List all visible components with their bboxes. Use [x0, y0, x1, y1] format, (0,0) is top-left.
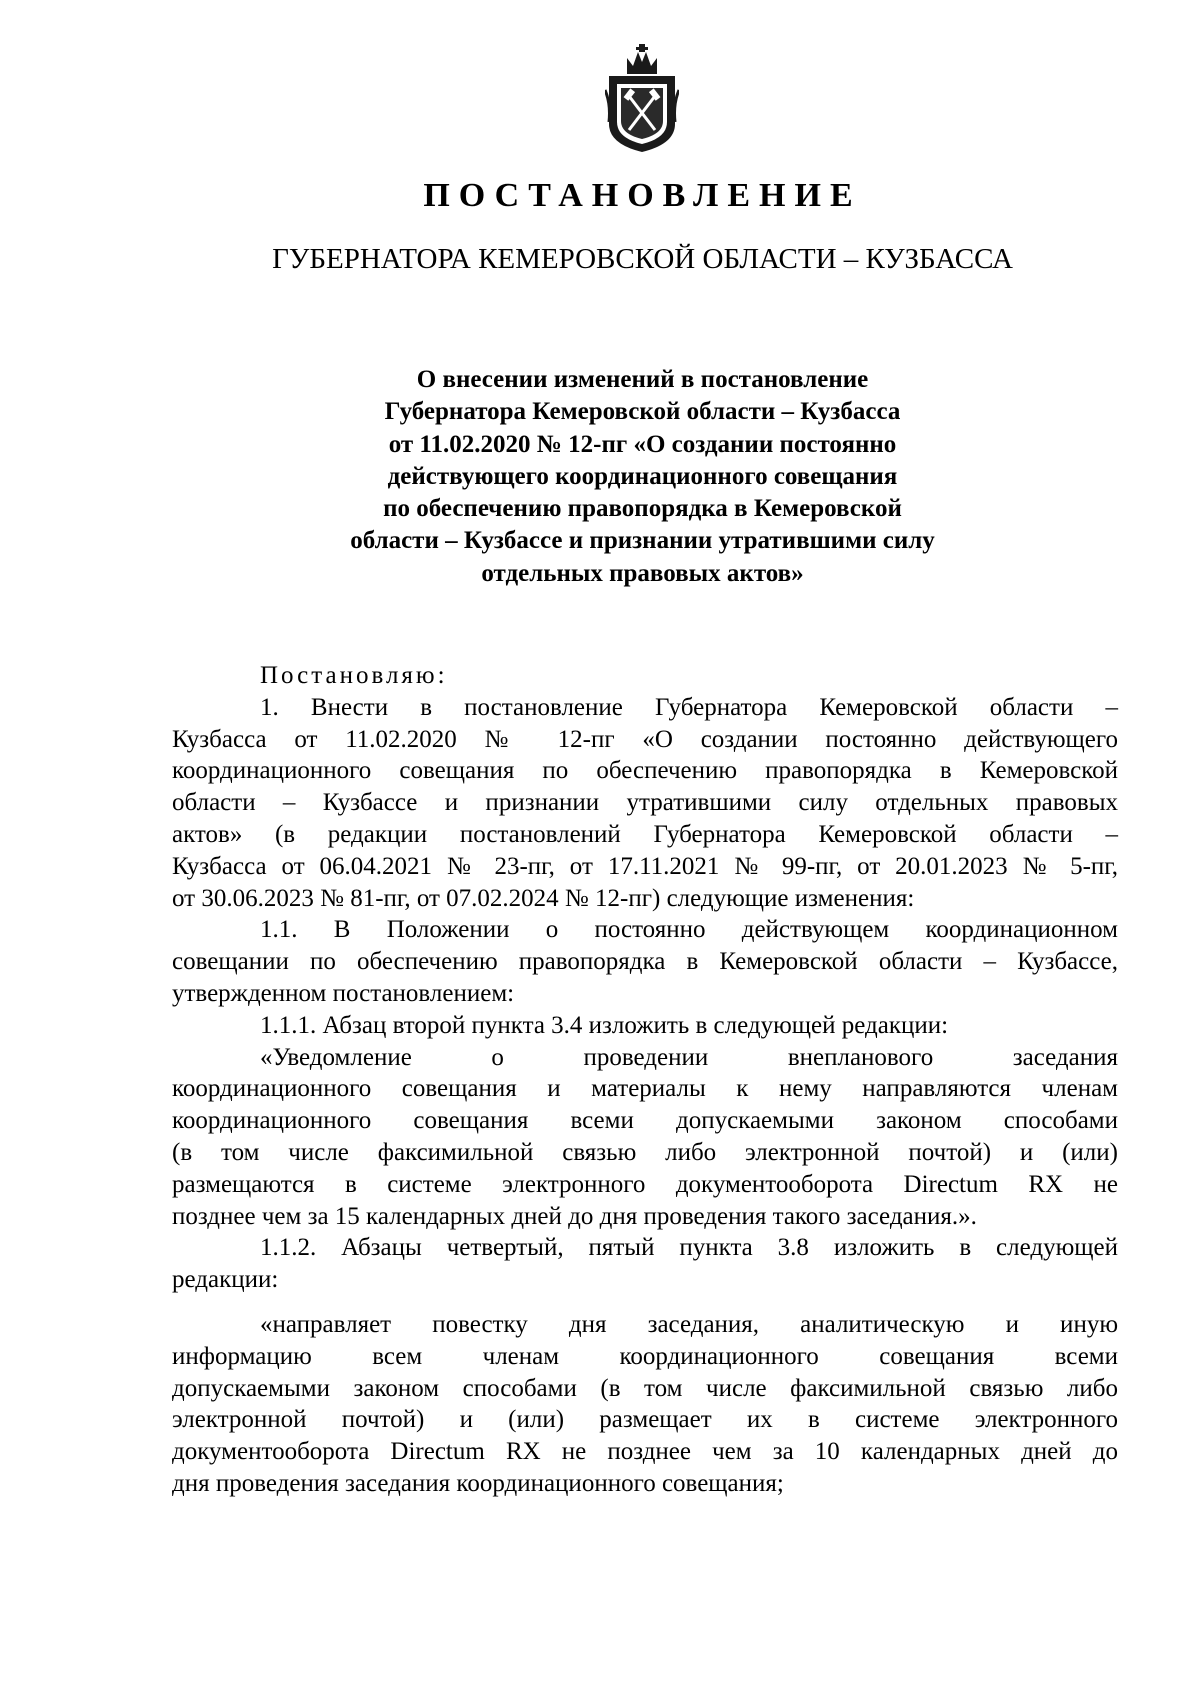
- document-type: ПОСТАНОВЛЕНИЕ: [423, 177, 862, 214]
- document-body: [172, 660, 1118, 1500]
- text-line: Кузбасса от 06.04.2021 № 23-пг, от 17.11.2021 № 99-пг, от 20.01.2023 № 5-пг,: [172, 852, 1118, 880]
- text-line: от 30.06.2023 № 81-пг, от 07.02.2024 № 12-пг) следующие изменения:: [172, 884, 915, 912]
- text-line: (в том числе факсимильной связью либо электронной почтой) и (или): [172, 1138, 1118, 1166]
- text-line: редакции:: [172, 1266, 279, 1294]
- quote-2: [172, 1309, 1118, 1500]
- text-line: дня проведения заседания координационного совещания;: [172, 1469, 784, 1497]
- paragraph-1-1: [172, 914, 1118, 1009]
- text-line: 1.1.2. Абзацы четвертый, пятый пункта 3.8 изложить в следующей: [260, 1234, 1118, 1262]
- text-line: допускаемыми законом способами (в том числе факсимильной связью либо: [172, 1374, 1118, 1402]
- text-line: 1.1.1. Абзац второй пункта 3.4 изложить в следующей редакции:: [260, 1011, 949, 1039]
- paragraph-1-1-2: [172, 1232, 1118, 1296]
- decree-word: Постановляю:: [260, 662, 448, 689]
- text-line: размещаются в системе электронного документооборота Directum RX не: [172, 1170, 1118, 1198]
- text-line: Кузбасса от 11.02.2020 № 12-пг «О создании постоянно действующего: [172, 725, 1118, 753]
- title-line: от 11.02.2020 № 12-пг «О создании постоянно: [388, 430, 897, 458]
- title-line: по обеспечению правопорядка в Кемеровской: [383, 495, 902, 523]
- quote-1: [172, 1042, 1118, 1233]
- text-line: области – Кузбассе и признании утратившими силу отдельных правовых: [172, 789, 1118, 817]
- text-line: координационного совещания всеми допускаемыми законом способами: [172, 1107, 1118, 1135]
- kuzbass-coat-of-arms-icon: [605, 44, 679, 154]
- title-line: области – Кузбассе и признании утратившими силу: [350, 527, 935, 555]
- text-line: информацию всем членам координационного совещания всеми: [172, 1342, 1118, 1370]
- text-line: совещании по обеспечению правопорядка в Кемеровской области – Кузбассе,: [172, 948, 1118, 976]
- title-line: отдельных правовых актов»: [481, 559, 804, 587]
- paragraph-1: [172, 692, 1118, 915]
- text-line: актов» (в редакции постановлений Губернатора Кемеровской области –: [172, 820, 1118, 848]
- decree-title: [200, 364, 1085, 590]
- text-line: «Уведомление о проведении внепланового заседания: [260, 1043, 1118, 1071]
- text-line: позднее чем за 15 календарных дней до дня проведения такого заседания.».: [172, 1202, 977, 1230]
- text-line: 1. Внести в постановление Губернатора Кемеровской области –: [260, 693, 1118, 721]
- paragraph-1-1-1: [172, 1010, 1118, 1042]
- text-line: утвержденном постановлением:: [172, 979, 515, 1007]
- issuer-title: ГУБЕРНАТОРА КЕМЕРОВСКОЙ ОБЛАСТИ – КУЗБАССА: [272, 243, 1013, 275]
- title-line: Губернатора Кемеровской области – Кузбасса: [384, 398, 901, 426]
- title-line: О внесении изменений в постановление: [416, 366, 869, 393]
- text-line: «направляет повестку дня заседания, аналитическую и иную: [260, 1310, 1118, 1338]
- text-line: 1.1. В Положении о постоянно действующем координационном: [260, 916, 1118, 944]
- text-line: документооборота Directum RX не позднее чем за 10 календарных дней до: [172, 1438, 1118, 1466]
- text-line: координационного совещания по обеспечению правопорядка в Кемеровской: [172, 757, 1118, 785]
- title-line: действующего координационного совещания: [387, 462, 898, 490]
- text-line: координационного совещания и материалы к нему направляются членам: [172, 1075, 1118, 1103]
- text-line: электронной почтой) и (или) размещает их в системе электронного: [172, 1406, 1118, 1434]
